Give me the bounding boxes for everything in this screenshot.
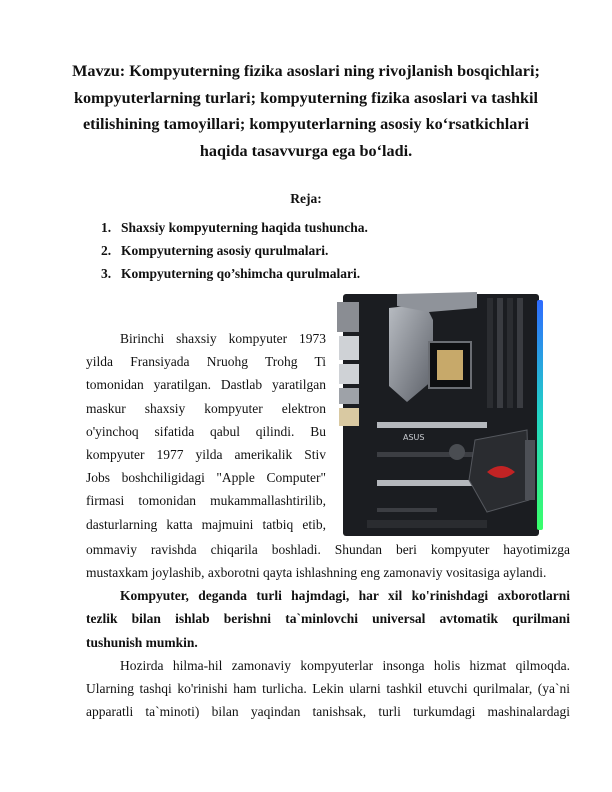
paragraph-modern (86, 654, 570, 724)
motherboard-image (337, 290, 545, 540)
plan-item-number: 3. (101, 266, 112, 281)
paragraph-definition (86, 584, 570, 654)
text-line: maskur shaxsiy kompyuter elektron (86, 400, 326, 416)
text-line: tomonidan yaratilgan. Dastlab yaratilgan (86, 377, 326, 393)
plan-item-number: 1. (101, 220, 112, 235)
plan-item (101, 216, 368, 239)
text-line: dasturlarning katta majmuini tatbiq etib, (86, 516, 326, 532)
page-title: Mavzu: Kompyuterning fizika asoslari ning rivojlanish bosqichlari; kompyuterlarning turlari; kompyuterning fizika asoslari va tashkil etilishining tamoyillari; kompyuterlarning asosiy ko‘rsatkichlari haqida tasavvurga ega bo‘ladi. (72, 62, 540, 160)
plan-item-text: Shaxsiy kompyuterning haqida tushuncha. (121, 220, 368, 235)
plan-item-number: 2. (101, 243, 112, 258)
text-line: Birinchi shaxsiy kompyuter 1973 (120, 331, 326, 346)
text-line: mustaxkam joylashib, axborotni qayta ishlashning eng zamonaviy vositasiga aylandi. (86, 564, 547, 580)
plan-item-text: Kompyuterning qo’shimcha qurulmalari. (121, 266, 361, 281)
text-line: o'yinchoq sifatida qabul qilindi. Bu (86, 423, 326, 439)
plan-heading: Reja: (290, 191, 322, 206)
text-line: Jobs boshchiligidagi "Apple Computer" (86, 470, 326, 486)
text-line: firmasi tomonidan mukammallashtirilib, (86, 493, 326, 509)
text-line: tushunish mumkin. (86, 634, 198, 650)
text-line: Ularning tashqi ko'rinishi ham turlicha. Lekin ularni tashkil etuvchi qurilmalar, (ya`ni (86, 680, 570, 696)
plan-list (101, 216, 368, 285)
plan-item (101, 262, 368, 285)
paragraph-intro-continued (86, 538, 570, 584)
text-line: Hozirda hilma-hil zamonaviy kompyuterlar insonga holis hizmat qilmoqda. (120, 657, 570, 673)
text-line: apparatli ta`minoti) bilan yaqindan tanishsak, turli turkumdagi mashinalardagi (86, 704, 570, 720)
plan-item-text: Kompyuterning asosiy qurulmalari. (121, 243, 329, 258)
paragraph-intro (86, 327, 326, 536)
text-line: yilda Fransiyada Nruohg Trohg Ti (86, 354, 326, 370)
text-line: ommaviy ravishda chiqarila boshladi. Shundan beri kompyuter hayotimizga (86, 541, 570, 557)
text-line: tezlik bilan ishlab berishni ta`minlovchi universal avtomatik qurilmani (86, 611, 570, 627)
text-line: Kompyuter, deganda turli hajmdagi, har xil ko'rinishdagi axborotlarni (120, 588, 570, 604)
plan-item (101, 239, 368, 262)
text-line: kompyuter 1977 yilda amerikalik Stiv (86, 446, 326, 462)
board-brand-label: ASUS (403, 433, 425, 442)
